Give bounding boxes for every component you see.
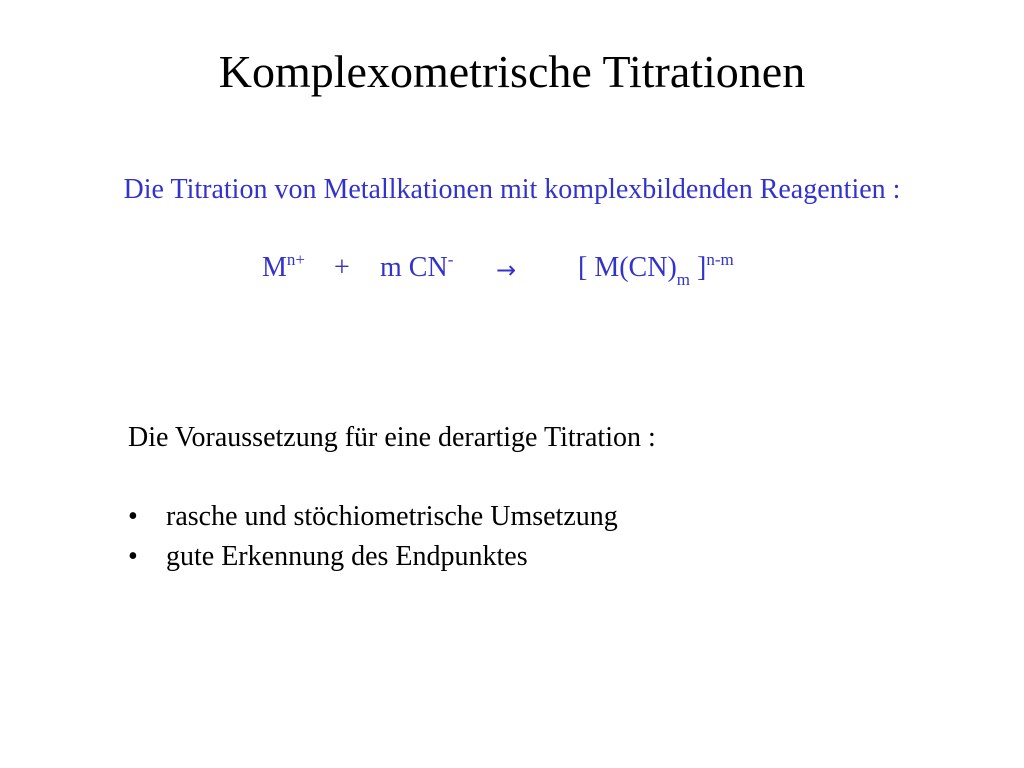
complex-index: m [676,270,690,289]
list-item [128,497,618,537]
metal-symbol: M [262,252,287,283]
plus-sign: + [334,252,350,283]
cyano-complex [578,248,734,291]
complex-bracket-close: ] [690,252,707,283]
list-item-text: rasche und stöchiometrische Umsetzung [166,501,618,532]
slide-title: Komplexometrische Titrationen [218,46,806,97]
metal-charge: n+ [286,250,305,269]
list-item-text: gute Erkennung des Endpunktes [166,541,528,572]
reaction-arrow-icon: → [496,256,517,284]
ligand-symbol: m CN [380,252,448,283]
complex-formula: [ M(CN) [578,252,677,283]
cyanide-ligand [380,248,453,291]
bullet-icon: • [128,541,138,572]
slide-subtitle: Die Titration von Metallkationen mit komplexbildenden Reagentien : [123,174,901,205]
requirements-heading: Die Voraussetzung für eine derartige Titration : [128,422,656,453]
complex-charge: n-m [706,250,734,269]
requirements-list [128,497,618,577]
list-item [128,537,618,577]
reaction-equation [0,248,1024,298]
ligand-charge: - [447,250,454,269]
metal-ion [262,248,305,291]
bullet-icon: • [128,501,138,532]
